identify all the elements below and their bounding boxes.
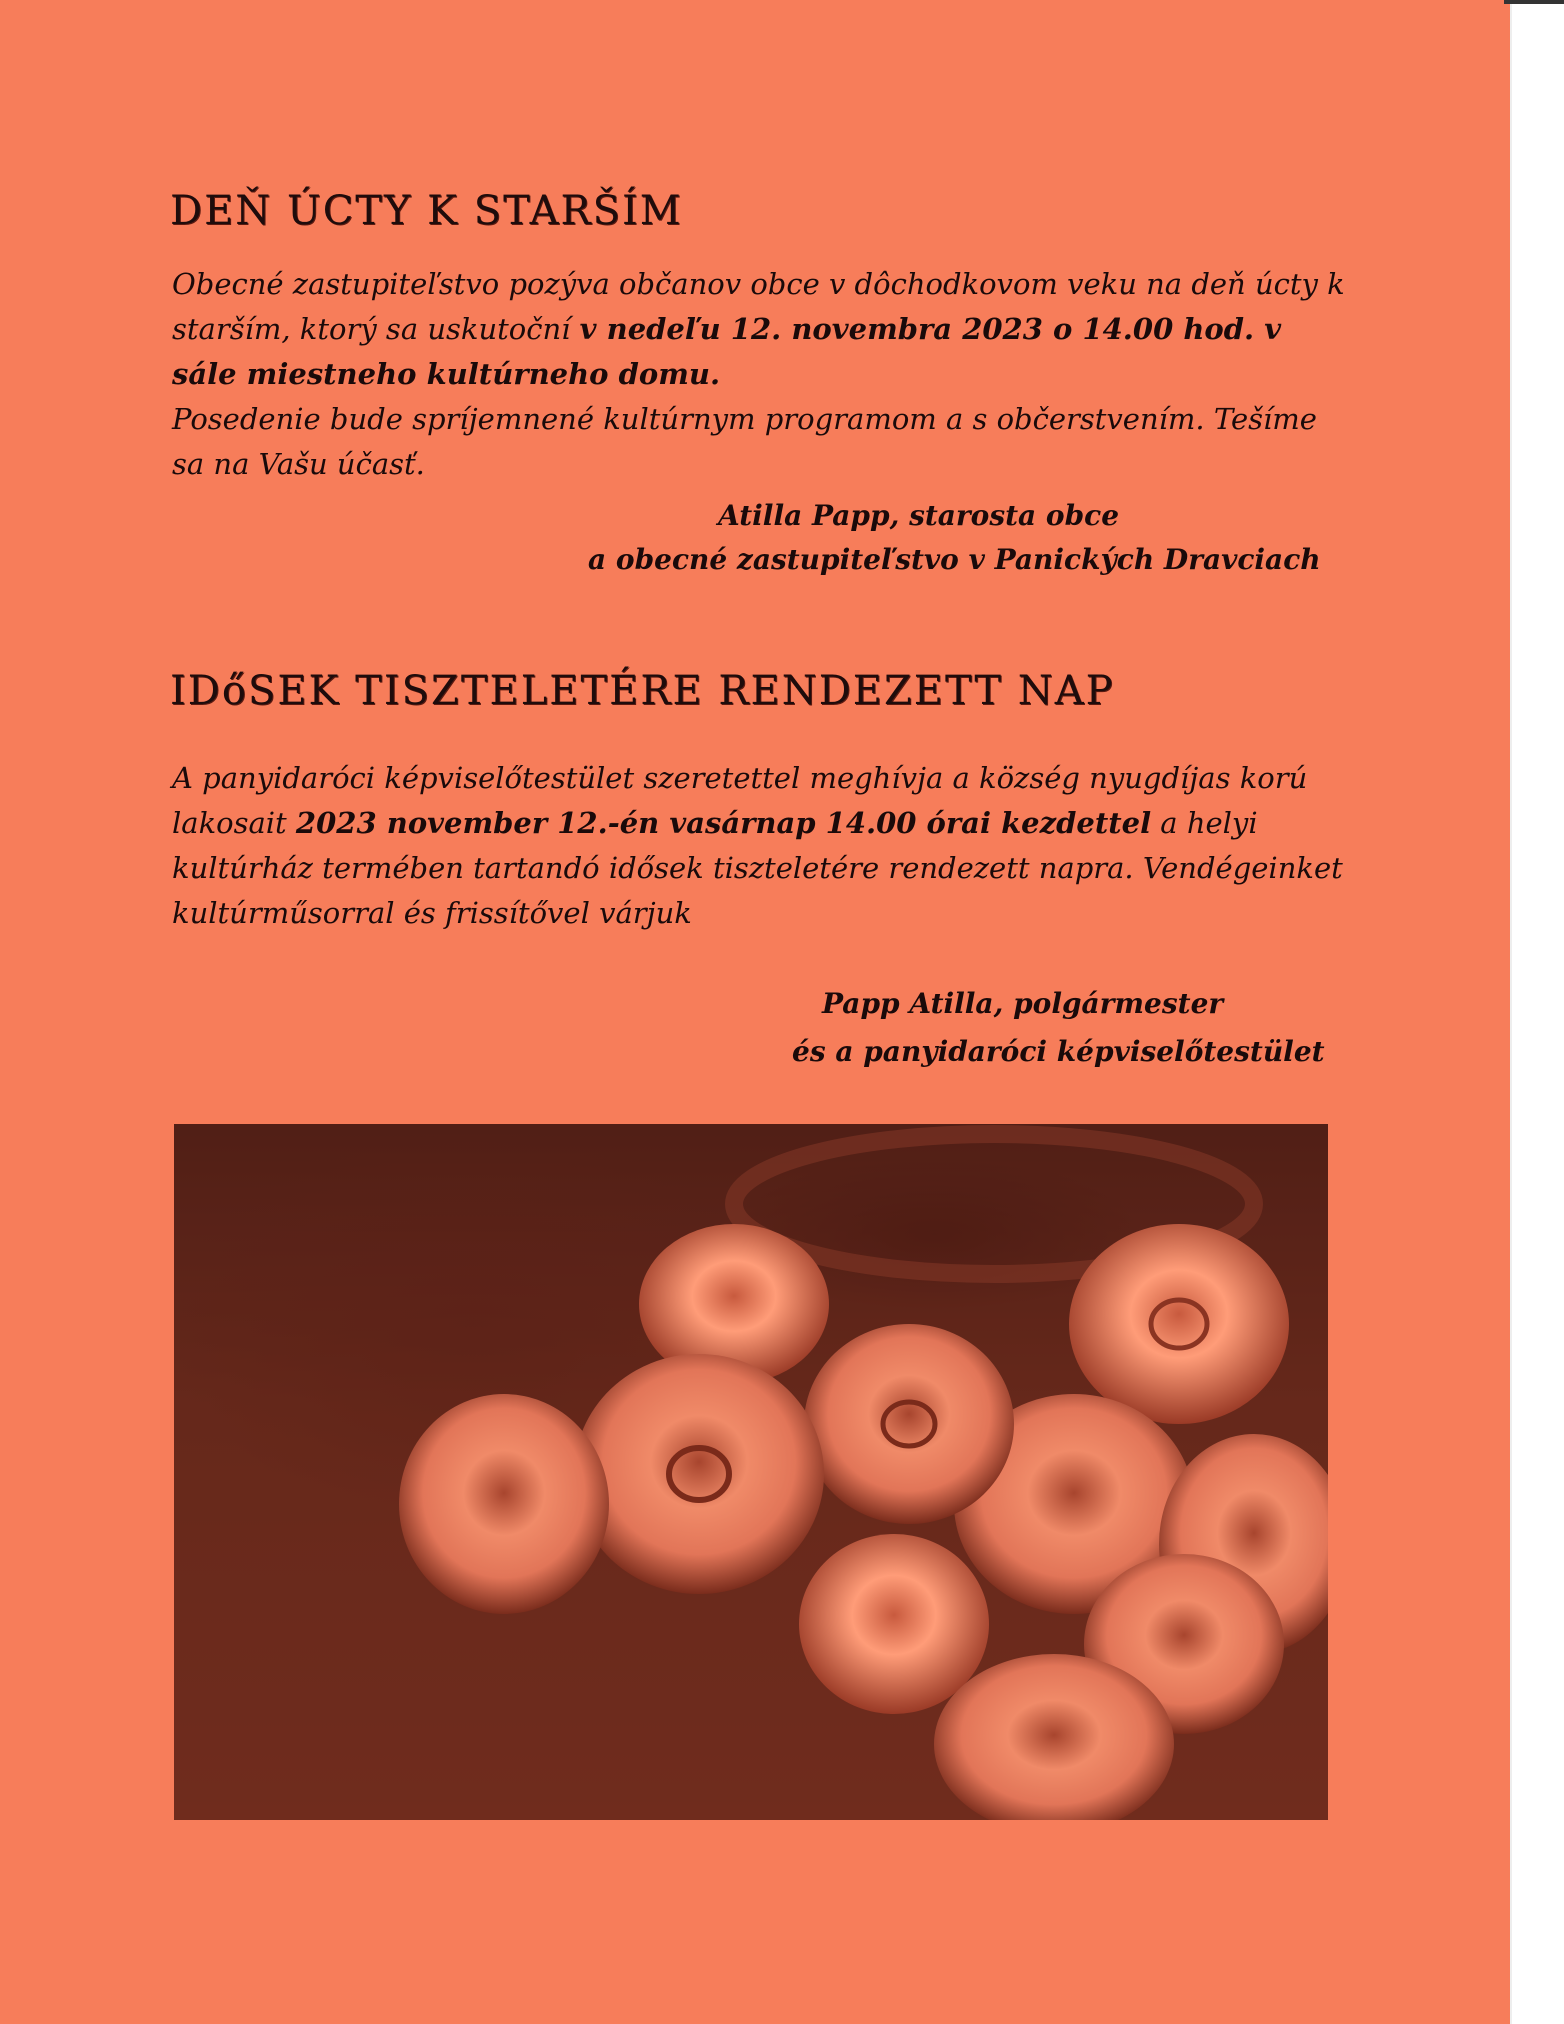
scan-margin [1510, 0, 1564, 2024]
signature-council-slovak: a obecné zastupiteľstvo v Panických Dravciach [588, 543, 1321, 576]
signature-mayor-hungarian: Papp Atilla, polgármester [822, 987, 1224, 1020]
roses-illustration [174, 1124, 1328, 1820]
scan-corner-mark [1504, 0, 1564, 4]
heading-hungarian: IDőSEK TISZTELETÉRE RENDEZETT NAP [170, 668, 1115, 714]
invitation-text-hungarian-part2: a helyi kultúrház termében tartandó idősek tiszteletére rendezett napra. Vendégeinket kultúrműsorral és frissítővel várjuk [172, 806, 1343, 930]
invitation-text-slovak [172, 262, 1352, 487]
roses-photo [174, 1124, 1328, 1820]
heading-slovak: DEŇ ÚCTY K STARŠÍM [170, 188, 683, 234]
invitation-text-hungarian-part1: A panyidaróci képviselőtestület szeretettel meghívja a község nyugdíjas korú lakosait [172, 761, 1308, 840]
event-details-slovak: v nedeľu 12. novembra 2023 o 14.00 hod. v sále miestneho kultúrneho domu. [172, 312, 1282, 391]
invitation-text-hungarian [172, 756, 1352, 936]
signature-mayor-slovak: Atilla Papp, starosta obce [718, 499, 1120, 532]
event-details-hungarian: 2023 november 12.-én vasárnap 14.00 órai kezdettel [295, 806, 1152, 840]
invitation-text-slovak-part1: Obecné zastupiteľstvo pozýva občanov obce v dôchodkovom veku na deň úcty k starším, ktorý sa uskutoční [172, 267, 1345, 346]
signature-council-hungarian: és a panyidaróci képviselőtestület [792, 1035, 1325, 1068]
program-text-slovak: Posedenie bude spríjemnené kultúrnym programom a s občerstvením. Tešíme sa na Vašu účasť. [172, 402, 1317, 481]
